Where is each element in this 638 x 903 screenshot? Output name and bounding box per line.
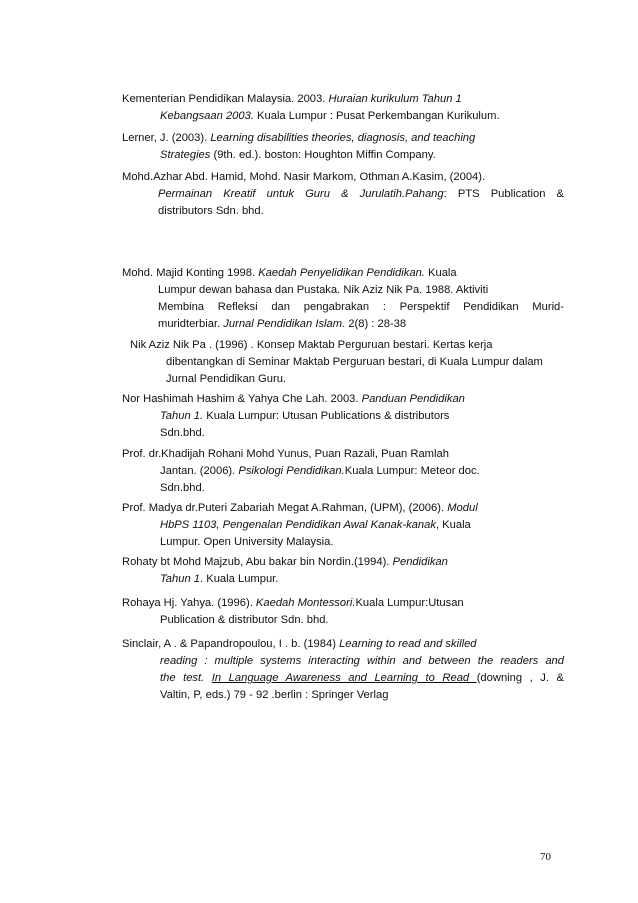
italic-title-segment: Kaedah Penyelidikan Pendidikan.: [258, 267, 425, 279]
text-segment: Sdn.bhd.: [160, 482, 205, 494]
reference-entry: [122, 130, 564, 164]
reference-first-line: [122, 554, 564, 571]
reference-entry: [122, 500, 564, 551]
reference-continuation-line: [122, 299, 564, 316]
reference-first-line: [130, 337, 564, 354]
text-segment: Kementerian Pendidikan Malaysia. 2003.: [122, 93, 329, 105]
reference-continuation-line: [122, 186, 564, 203]
reference-continuation-line: [130, 371, 564, 388]
text-segment: Jantan. (2006).: [160, 465, 239, 477]
italic-title-segment: Tahun 1: [160, 573, 201, 585]
text-segment: Kuala Lumpur:Utusan: [355, 597, 464, 609]
text-segment: Sinclair, A . & Papandropoulou, I . b. (1984): [122, 638, 340, 650]
reference-first-line: [122, 169, 564, 186]
text-segment: : PTS Publication &: [443, 188, 564, 200]
reference-first-line: [122, 636, 564, 653]
reference-continuation-line: [122, 316, 564, 333]
text-segment: Mohd. Majid Konting 1998.: [122, 267, 259, 279]
reference-continuation-line: [122, 534, 564, 551]
italic-title-segment: Modul: [447, 502, 478, 514]
reference-continuation-line: [122, 425, 564, 442]
reference-first-line: [122, 595, 564, 612]
reference-continuation-line: [122, 612, 564, 629]
text-segment: Lumpur. Open University Malaysia.: [160, 536, 334, 548]
italic-title-segment: Psikologi Pendidikan.: [238, 465, 345, 477]
italic-title-segment: Learning to read and skilled: [339, 638, 477, 650]
text-segment: , Kuala: [435, 519, 471, 531]
reference-entry: [122, 446, 564, 497]
reference-continuation-line: [122, 282, 564, 299]
reference-continuation-line: [122, 463, 564, 480]
italic-title-segment: Huraian kurikulum Tahun 1: [328, 93, 462, 105]
text-segment: Prof. Madya dr.Puteri Zabariah Megat A.Rahman, (UPM), (2006).: [122, 502, 448, 514]
italic-title-segment: Strategies: [160, 149, 211, 161]
italic-title-segment: HbPS 1103, Pengenalan Pendidikan Awal Kanak-kanak: [160, 519, 436, 531]
text-segment: distributors Sdn. bhd.: [158, 205, 264, 217]
italic-title-segment: Permainan Kreatif untuk Guru & Jurulatih.Pahang: [158, 188, 444, 200]
reference-continuation-line: [122, 571, 564, 588]
reference-continuation-line: [130, 354, 564, 371]
reference-entry: [122, 554, 564, 588]
reference-entry: [122, 265, 564, 333]
reference-first-line: [122, 130, 564, 147]
text-segment: Publication & distributor Sdn. bhd.: [160, 614, 329, 626]
italic-title-segment: Kebangsaan 2003.: [160, 110, 254, 122]
text-segment: (downing , J. &: [476, 672, 565, 684]
text-segment: 2(8) : 28-38: [345, 318, 407, 330]
reference-first-line: [122, 265, 564, 282]
text-segment: Rohaty bt Mohd Majzub, Abu bakar bin Nordin.(1994).: [122, 556, 393, 568]
reference-first-line: [122, 446, 564, 463]
reference-continuation-line: [122, 517, 564, 534]
text-segment: Sdn.bhd.: [160, 427, 205, 439]
italic-title-segment: Jurnal Pendidikan Islam.: [223, 318, 346, 330]
italic-title-segment: reading : multiple systems interacting within and between the readers and: [160, 655, 564, 667]
text-segment: Valtin, P, eds.) 79 - 92 .berlin : Springer Verlag: [160, 689, 389, 701]
italic-title-segment: Kaedah Montessori.: [255, 597, 356, 609]
text-segment: Lumpur dewan bahasa dan Pustaka. Nik Aziz Nik Pa. 1988. Aktiviti: [158, 284, 489, 296]
reference-entry: [122, 636, 564, 704]
text-segment: Kuala Lumpur: Utusan Publications & distributors: [203, 410, 450, 422]
text-segment: muridterbiar.: [158, 318, 224, 330]
text-segment: dibentangkan di Seminar Maktab Perguruan bestari, di Kuala Lumpur dalam: [166, 356, 543, 368]
italic-title-segment: Pendidikan: [392, 556, 448, 568]
text-segment: Rohaya Hj. Yahya. (1996).: [122, 597, 256, 609]
reference-entry: [122, 595, 564, 629]
reference-first-line: [122, 500, 564, 517]
reference-continuation-line: [122, 108, 564, 125]
reference-continuation-line: [122, 147, 564, 164]
text-segment: Mohd.Azhar Abd. Hamid, Mohd. Nasir Markom, Othman A.Kasim, (2004).: [122, 171, 486, 183]
reference-continuation-line: [122, 687, 564, 704]
reference-entry: [122, 169, 564, 220]
italic-title-segment: Panduan Pendidikan: [361, 393, 465, 405]
italic-title-segment: the test.: [160, 672, 212, 684]
text-segment: Nik Aziz Nik Pa . (1996) . Konsep Maktab Perguruan bestari. Kertas kerja: [130, 339, 493, 351]
reference-continuation-line: [122, 670, 564, 687]
reference-continuation-line: [122, 653, 564, 670]
text-segment: Membina Refleksi dan pengabrakan : Perspektif Pendidikan Murid-: [158, 301, 564, 313]
text-segment: . Kuala Lumpur.: [200, 573, 279, 585]
italic-title-segment: Learning disabilities theories, diagnosis, and teaching: [210, 132, 476, 144]
text-segment: Jurnal Pendidikan Guru.: [166, 373, 287, 385]
text-segment: Kuala Lumpur : Pusat Perkembangan Kurikulum.: [253, 110, 500, 122]
reference-entry: [122, 91, 564, 125]
italic-title-segment: In Language Awareness and Learning to Read: [211, 672, 477, 684]
reference-entry: [122, 391, 564, 442]
text-segment: (9th. ed.). boston: Houghton Miffin Company.: [210, 149, 436, 161]
text-segment: Nor Hashimah Hashim & Yahya Che Lah. 2003.: [122, 393, 362, 405]
text-segment: Kuala: [424, 267, 457, 279]
reference-entry: [130, 337, 564, 388]
reference-first-line: [122, 91, 564, 108]
reference-continuation-line: [122, 203, 564, 220]
italic-title-segment: Tahun 1.: [160, 410, 204, 422]
text-segment: Prof. dr.Khadijah Rohani Mohd Yunus, Puan Razali, Puan Ramlah: [122, 448, 449, 460]
page-number: 70: [540, 851, 551, 863]
reference-continuation-line: [122, 408, 564, 425]
text-segment: Lerner, J. (2003).: [122, 132, 211, 144]
reference-continuation-line: [122, 480, 564, 497]
reference-first-line: [122, 391, 564, 408]
text-segment: Kuala Lumpur: Meteor doc.: [344, 465, 480, 477]
